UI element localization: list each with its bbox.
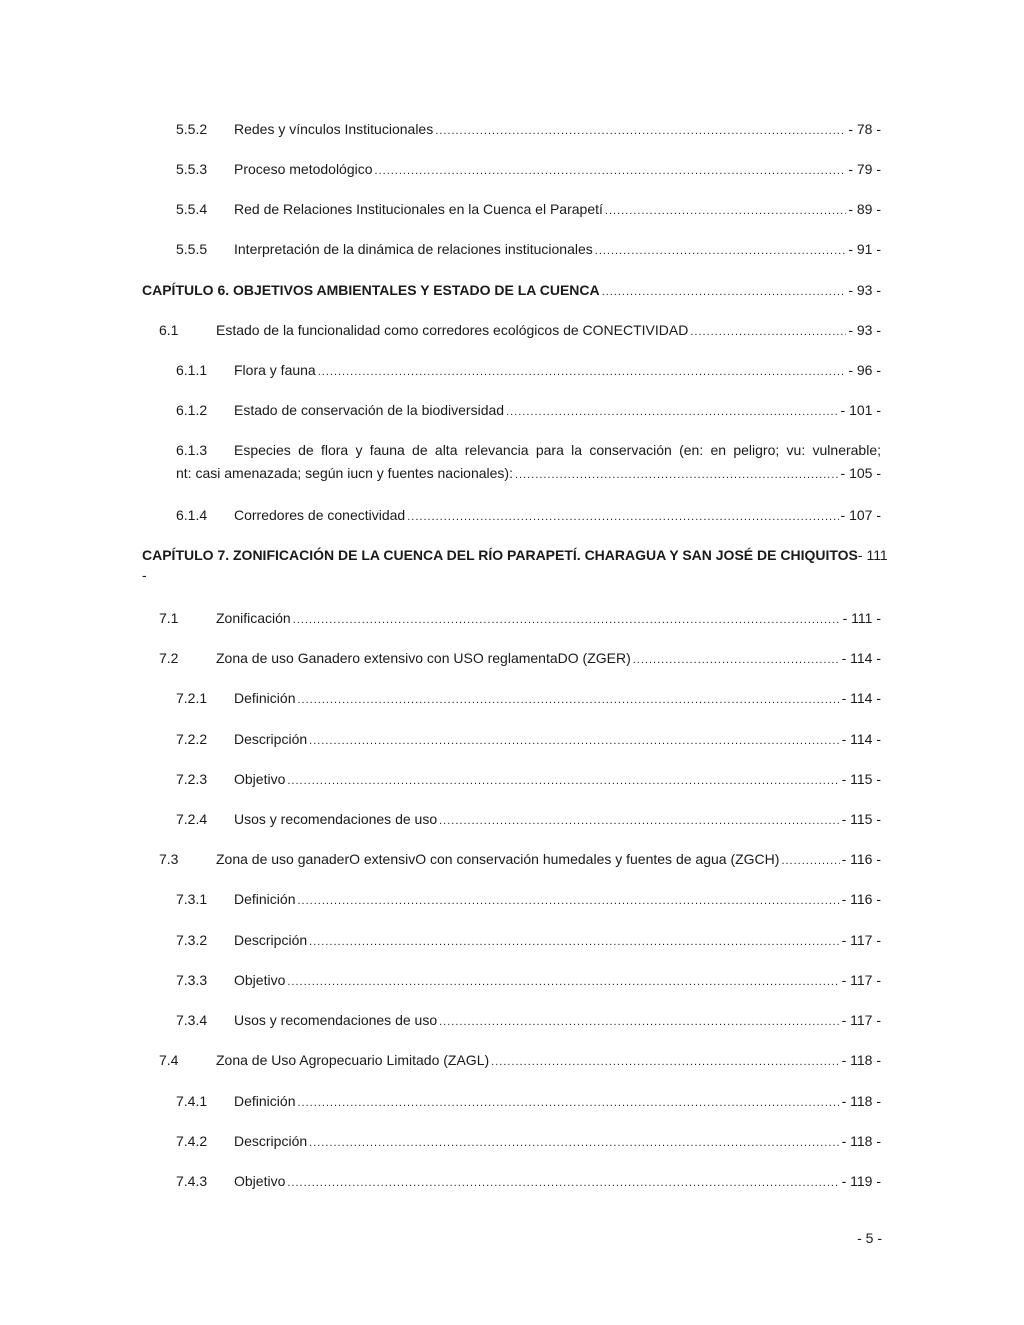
toc-entry-page: - 79 - <box>848 161 881 177</box>
toc-entry-7-1[interactable] <box>0 608 1024 628</box>
toc-entry-7-3-1[interactable] <box>0 889 1024 909</box>
toc-entry-title: Red de Relaciones Institucionales en la Cuenca el Parapetí <box>234 201 603 217</box>
dot-leader <box>293 610 841 630</box>
toc-entry-page: - 107 - <box>840 507 881 523</box>
toc-entry-title: Zona de Uso Agropecuario Limitado (ZAGL) <box>216 1052 490 1068</box>
toc-entry-7-3-4[interactable] <box>0 1010 1024 1030</box>
toc-entry-title: Zona de uso ganaderO extensivO con conservación humedales y fuentes de agua (ZGCH) <box>216 851 780 867</box>
toc-entry-page-continuation: - <box>142 567 147 583</box>
toc-entry-7-2-1[interactable] <box>0 688 1024 708</box>
toc-entry-number: 7.1 <box>159 610 179 626</box>
dot-leader <box>297 690 839 710</box>
toc-entry-title: Corredores de conectividad <box>234 507 406 523</box>
toc-entry-number: 7.2.2 <box>176 731 208 747</box>
toc-entry-page: - 105 - <box>840 465 881 481</box>
toc-entry-page: - 119 - <box>841 1173 881 1189</box>
toc-entry-title: Usos y recomendaciones de uso <box>234 811 438 827</box>
dot-leader <box>439 1012 839 1032</box>
toc-entry-number: 5.5.2 <box>176 121 208 137</box>
toc-entry-number: 6.1.2 <box>176 402 208 418</box>
toc-entry-page: - 111 <box>857 547 888 563</box>
toc-entry-title: Redes y vínculos Institucionales <box>234 121 434 137</box>
toc-entry-page: - 114 - <box>841 731 881 747</box>
toc-chapter-title: CAPÍTULO 6. OBJETIVOS AMBIENTALES Y ESTADO DE LA CUENCA <box>142 282 600 298</box>
toc-entry-7-4-3[interactable] <box>0 1171 1024 1191</box>
toc-entry-number: 6.1.4 <box>176 507 208 523</box>
dot-leader <box>297 891 839 911</box>
toc-entry-number: 7.4.1 <box>176 1093 208 1109</box>
toc-entry-6-1-1[interactable] <box>0 360 1024 380</box>
toc-entry-number: 7.3.4 <box>176 1012 208 1028</box>
toc-entry-6-1[interactable] <box>0 320 1024 340</box>
toc-entry-title: Objetivo <box>234 972 286 988</box>
toc-entry-page: - 93 - <box>848 322 881 338</box>
toc-entry-number: 5.5.4 <box>176 201 208 217</box>
toc-entry-7-3[interactable] <box>0 849 1024 869</box>
dot-leader <box>287 972 839 992</box>
dot-leader <box>506 402 838 422</box>
toc-entry-page: - 117 - <box>841 932 881 948</box>
toc-chapter-title: CAPÍTULO 7. ZONIFICACIÓN DE LA CUENCA DEL RÍO PARAPETÍ. CHARAGUA Y SAN JOSÉ DE CHIQUITOS <box>142 547 858 563</box>
toc-entry-number: 7.2.3 <box>176 771 208 787</box>
toc-entry-number: 6.1.3 <box>176 442 208 458</box>
dot-leader <box>287 771 839 791</box>
dot-leader <box>297 1093 839 1113</box>
toc-entry-5-5-2[interactable] <box>0 119 1024 139</box>
toc-entry-title: Descripción <box>234 932 308 948</box>
toc-entry-title: Estado de conservación de la biodiversidad <box>234 402 505 418</box>
dot-leader <box>491 1052 839 1072</box>
toc-entry-7-4-1[interactable] <box>0 1091 1024 1111</box>
toc-entry-page: - 118 - <box>841 1133 881 1149</box>
toc-entry-number: 7.3 <box>159 851 179 867</box>
toc-entry-title-line1: Especies de flora y fauna de alta relevancia para la conservación (en: en peligro; vu: vulnerable; <box>234 442 881 458</box>
toc-entry-page: - 111 - <box>842 610 881 626</box>
page-number: - 5 - <box>857 1230 882 1246</box>
toc-entry-page: - 115 - <box>841 811 881 827</box>
toc-entry-page: - 96 - <box>848 362 881 378</box>
toc-entry-title: Definición <box>234 1093 296 1109</box>
dot-leader <box>595 241 847 261</box>
toc-entry-title: Usos y recomendaciones de uso <box>234 1012 438 1028</box>
toc-entry-6-1-2[interactable] <box>0 400 1024 420</box>
toc-entry-number: 7.2.1 <box>176 690 208 706</box>
toc-entry-title: Definición <box>234 891 296 907</box>
toc-entry-page: - 101 - <box>840 402 881 418</box>
toc-entry-number: 7.3.3 <box>176 972 208 988</box>
toc-entry-number: 7.4.2 <box>176 1133 208 1149</box>
toc-entry-number: 7.4 <box>159 1052 179 1068</box>
toc-entry-7-2-3[interactable] <box>0 769 1024 789</box>
toc-entry-title: Descripción <box>234 1133 308 1149</box>
toc-entry-title: Descripción <box>234 731 308 747</box>
toc-entry-number: 7.3.1 <box>176 891 208 907</box>
toc-entry-page: - 114 - <box>841 650 881 666</box>
toc-entry-title: Flora y fauna <box>234 362 316 378</box>
toc-entry-title: Zonificación <box>216 610 291 626</box>
toc-entry-number: 6.1 <box>159 322 179 338</box>
dot-leader <box>633 650 840 670</box>
toc-entry-7-3-3[interactable] <box>0 970 1024 990</box>
dot-leader <box>605 201 846 221</box>
toc-entry-number: 5.5.5 <box>176 241 208 257</box>
dot-leader <box>435 121 846 141</box>
dot-leader <box>375 161 847 181</box>
toc-entry-page: - 114 - <box>841 690 881 706</box>
toc-entry-page: - 115 - <box>841 771 881 787</box>
dot-leader <box>515 465 839 485</box>
toc-entry-page: - 117 - <box>841 972 881 988</box>
toc-entry-7-4[interactable] <box>0 1050 1024 1070</box>
toc-entry-page: - 78 - <box>848 121 881 137</box>
toc-entry-number: 6.1.1 <box>176 362 208 378</box>
toc-entry-title: Zona de uso Ganadero extensivo con USO reglamentaDO (ZGER) <box>216 650 631 666</box>
toc-entry-page: - 118 - <box>841 1052 881 1068</box>
toc-entry-5-5-5[interactable] <box>0 239 1024 259</box>
toc-entry-number: 7.2 <box>159 650 179 666</box>
toc-entry-title-line2: nt: casi amenazada; según iucn y fuentes nacionales): <box>176 465 513 481</box>
dot-leader <box>287 1173 839 1193</box>
toc-entry-page: - 93 - <box>848 282 881 298</box>
toc-entry-number: 7.2.4 <box>176 811 208 827</box>
toc-entry-title: Objetivo <box>234 1173 286 1189</box>
toc-entry-7-4-2[interactable] <box>0 1131 1024 1151</box>
toc-entry-number: 7.4.3 <box>176 1173 208 1189</box>
toc-entry-title: Interpretación de la dinámica de relaciones institucionales <box>234 241 593 257</box>
toc-entry-title: Objetivo <box>234 771 286 787</box>
toc-entry-7-2-4[interactable] <box>0 809 1024 829</box>
dot-leader <box>690 322 846 342</box>
dot-leader <box>439 811 839 831</box>
toc-entry-6-1-4[interactable] <box>0 505 1024 525</box>
dot-leader <box>309 731 839 751</box>
dot-leader <box>318 362 847 382</box>
toc-entry-5-5-4[interactable] <box>0 199 1024 219</box>
toc-entry-title: Definición <box>234 690 296 706</box>
toc-entry-title: Estado de la funcionalidad como corredores ecológicos de CONECTIVIDAD <box>216 322 689 338</box>
toc-entry-title: Proceso metodológico <box>234 161 373 177</box>
dot-leader <box>602 282 847 302</box>
toc-chapter-6[interactable] <box>0 280 1024 300</box>
dot-leader <box>309 1133 839 1153</box>
toc-entry-7-3-2[interactable] <box>0 930 1024 950</box>
dot-leader <box>781 851 839 871</box>
toc-entry-7-2-2[interactable] <box>0 729 1024 749</box>
dot-leader <box>407 507 838 527</box>
toc-entry-page: - 89 - <box>848 201 881 217</box>
dot-leader <box>309 932 839 952</box>
toc-entry-number: 5.5.3 <box>176 161 208 177</box>
toc-entry-page: - 117 - <box>841 1012 881 1028</box>
toc-entry-page: - 116 - <box>841 891 881 907</box>
toc-entry-number: 7.3.2 <box>176 932 208 948</box>
toc-entry-page: - 91 - <box>848 241 881 257</box>
toc-entry-page: - 118 - <box>841 1093 881 1109</box>
toc-entry-5-5-3[interactable] <box>0 159 1024 179</box>
toc-entry-page: - 116 - <box>841 851 881 867</box>
toc-entry-7-2[interactable] <box>0 648 1024 668</box>
